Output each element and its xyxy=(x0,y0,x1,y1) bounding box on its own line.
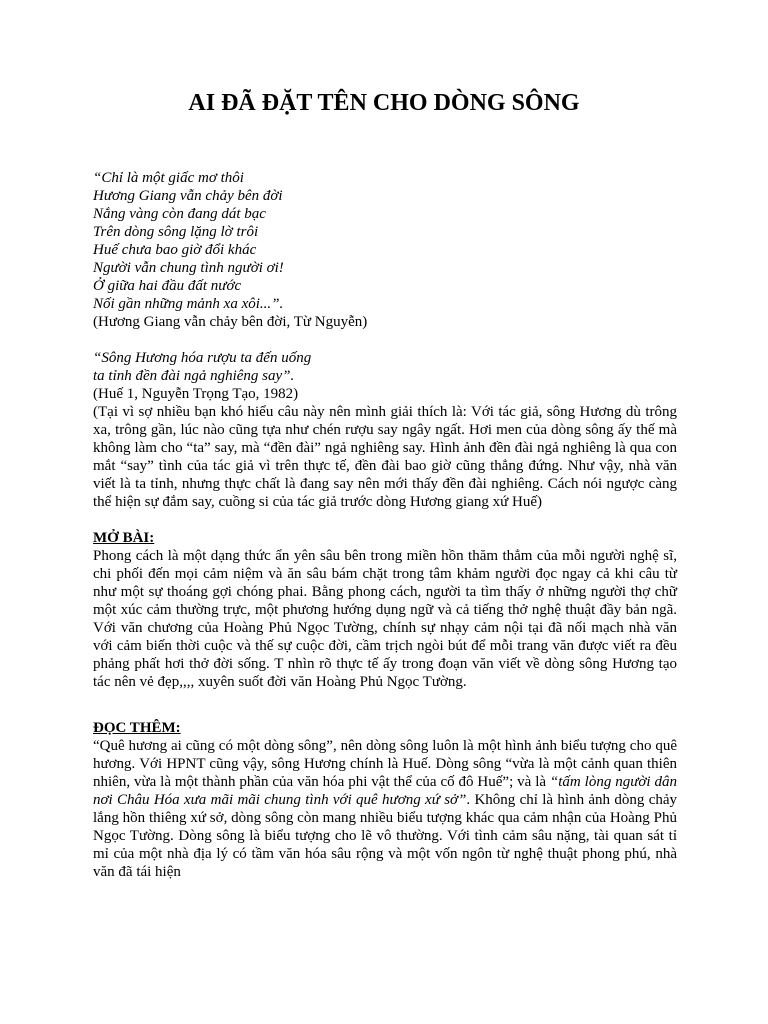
poem-1 xyxy=(93,169,677,313)
poem-line: Ở giữa hai đầu đất nước xyxy=(93,278,242,294)
poem-line: “Chỉ là một giấc mơ thôi xyxy=(93,170,244,186)
doc-them-paragraph xyxy=(93,737,677,881)
document-body xyxy=(93,169,677,881)
section-heading-doc-them: ĐỌC THÊM: xyxy=(93,720,181,736)
poem-line: Hương Giang vẫn chảy bên đời xyxy=(93,188,283,204)
poem-line: Huế chưa bao giờ đổi khác xyxy=(93,242,257,258)
section-heading-mo-bai: MỞ BÀI: xyxy=(93,530,155,546)
doc-them-text-a: “Quê hương ai cũng có một dòng sông”, nên dòng sông luôn là một hình ảnh biểu tượng cho quê hương. Với HPNT cũng vậy, sông Hương chính là Huế. Dòng sông “vừa là một cảnh quan thiên nhiên, vừa là một thành phần của văn hóa phi vật thể của cố đô Huế”; và là xyxy=(93,738,677,790)
poem-line: Người vẫn chung tình người ơi! xyxy=(93,260,284,276)
poem-line: Nắng vàng còn đang dát bạc xyxy=(93,206,266,222)
doc-them-text-b: . Không chỉ là hình ảnh dòng chảy lắng hồn thiêng xứ sở, dòng sông còn mang nhiều biểu tượng khác qua cảm nhận của Hoàng Phủ Ngọc Tường. Dòng sông là biểu tượng cho lẽ vô thường. Với tình cảm sâu nặng, tài quan sát tỉ mỉ của một nhà địa lý có tầm văn hóa sâu rộng và một vốn ngôn từ nghệ thuật phong phú, nhà văn đã tái hiện xyxy=(93,792,678,880)
poem-2-source: (Huế 1, Nguyễn Trọng Tạo, 1982) xyxy=(93,386,299,402)
mo-bai-paragraph: Phong cách là một dạng thức ẩn yên sâu bên trong miền hồn thăm thẳm của mỗi người nghệ sĩ, chi phối đến mọi cảm niệm và ăn sâu bám chặt trong tâm khảm người đọc ngay cả khi câu từ như một sự thoáng gợi chóng phai. Bằng phong cách, người ta tìm thấy ở những người thợ chữ một xúc cảm thường trực, một phương hướng dụng ngữ và cả tiếng thở nghệ thuật đầy bản ngã. Với văn chương của Hoàng Phủ Ngọc Tường, chính sự nhạy cảm nội tại đã nối mạch nhà văn với cảm biến thời cuộc và thế sự cuộc đời, cầm trịch ngòi bút để mỗi trang văn được viết ra đều phảng phất hơi thở đời sống. T nhìn rõ thực tế ấy trong đoạn văn viết về dòng sông Hương tạo tác nên vẻ đẹp,,,, xuyên suốt đời văn Hoàng Phủ Ngọc Tường. xyxy=(93,548,677,690)
poem-line: ta tỉnh đền đài ngả nghiêng say”. xyxy=(93,368,295,384)
poem-2-explanation: (Tại vì sợ nhiều bạn khó hiểu câu này nên mình giải thích là: Với tác giả, sông Hương dù trông xa, trông gần, lúc nào cũng tựa như chén rượu say ngây ngất. Hơi men của dòng sông ấy thế mà không làm cho “ta” say, mà “đền đài” ngả nghiêng say. Hình ảnh đền đài ngả nghiêng là qua con mắt “say” tình của tác giả vì trên thực tế, đền đài bao giờ cũng thẳng đứng. Như vậy, nhà văn viết là ta tỉnh, nhưng thực chất là đang say nên mới thấy đền đài nghiêng. Cách nói ngược càng thể hiện sự đắm say, cuồng si của tác giả trước dòng Hương giang xứ Huế) xyxy=(93,404,677,510)
poem-1-source: (Hương Giang vẫn chảy bên đời, Từ Nguyễn) xyxy=(93,314,368,330)
poem-2 xyxy=(93,349,677,385)
page-title: AI ĐÃ ĐẶT TÊN CHO DÒNG SÔNG xyxy=(188,90,580,116)
doc-them-quote: “tấm lòng người dân nơi Châu Hóa xưa mãi mãi chung tình với quê hương xứ sở” xyxy=(93,774,677,808)
poem-line: Nối gần những mảnh xa xôi...”. xyxy=(93,296,284,312)
poem-line: Trên dòng sông lặng lờ trôi xyxy=(93,224,259,240)
poem-line: “Sông Hương hóa rượu ta đến uống xyxy=(93,350,312,366)
